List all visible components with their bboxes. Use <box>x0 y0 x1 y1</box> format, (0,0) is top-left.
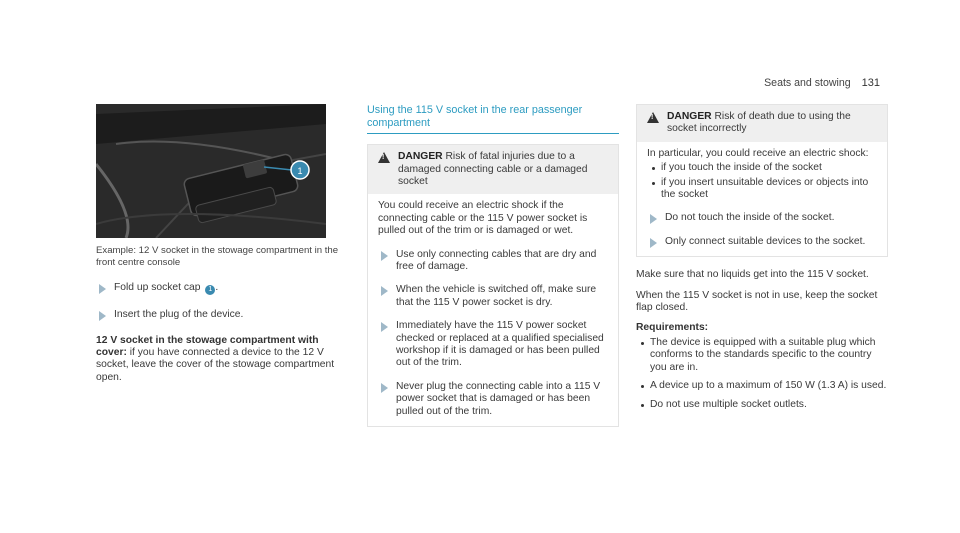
step-text: Do not touch the inside of the socket. <box>665 212 835 224</box>
danger-body <box>368 194 618 426</box>
bullet-dot-icon <box>652 167 655 170</box>
danger-step <box>647 212 877 224</box>
warning-triangle-icon <box>647 112 659 123</box>
step-text: Never plug the connecting cable into a 115 V power socket that is damaged or has been pulled out of the trim. <box>396 380 601 417</box>
left-column <box>96 104 351 384</box>
danger-step <box>647 236 877 248</box>
danger-label: DANGER <box>398 151 443 163</box>
danger-text: Risk of fatal injuries due to a damaged connecting cable or a damaged socket <box>398 151 588 187</box>
danger-body <box>637 142 887 256</box>
paragraph-text: if you have connected a device to the 12 V socket, leave the cover of the stowage compartment open. <box>96 347 335 383</box>
paragraph-liquids: Make sure that no liquids get into the 115 V socket. <box>636 269 869 281</box>
danger-step <box>378 249 608 274</box>
paragraph-flap: When the 115 V socket is not in use, keep the socket flap closed. <box>636 289 878 314</box>
danger-header <box>637 105 887 142</box>
section-heading: Using the 115 V socket in the rear passenger compartment <box>367 104 583 129</box>
step-fold-cap <box>96 282 351 295</box>
danger-step <box>378 320 608 370</box>
page-header <box>764 77 880 89</box>
requirement-text: Do not use multiple socket outlets. <box>650 398 807 410</box>
bullet-dot-icon <box>641 385 644 388</box>
danger-label: DANGER <box>667 111 712 122</box>
danger-box <box>636 104 888 257</box>
section-title: Seats and stowing <box>764 77 851 89</box>
step-insert-plug <box>96 309 351 321</box>
paragraph-cover <box>96 347 351 384</box>
bullet-text: if you insert unsuitable devices or objects into the socket <box>661 176 869 201</box>
socket-photo <box>96 104 326 238</box>
step-text: When the vehicle is switched off, make sure that the 115 V power socket is dry. <box>396 284 597 308</box>
requirement-item <box>636 337 888 374</box>
step-text: Only connect suitable devices to the socket. <box>665 235 866 247</box>
step-text: Fold up socket cap <box>114 282 201 294</box>
bullet-dot-icon <box>641 404 644 407</box>
requirement-text: A device up to a maximum of 150 W (1.3 A) is used. <box>650 380 887 392</box>
warning-triangle-icon <box>378 152 390 163</box>
arrow-icon <box>381 383 388 393</box>
step-text: Insert the plug of the device. <box>114 309 244 321</box>
requirement-text: The device is equipped with a suitable plug which conforms to the standards specific to the country you are in. <box>650 336 876 373</box>
step-text: Use only connecting cables that are dry and free of damage. <box>396 248 597 273</box>
step-suffix: . <box>215 282 219 294</box>
bullet-item <box>647 162 877 174</box>
danger-text: Risk of death due to using the socket incorrectly <box>667 111 851 135</box>
danger-description: In particular, you could receive an electric shock: <box>647 147 869 159</box>
paragraph-lead: cover: <box>96 347 127 358</box>
danger-step <box>378 284 608 309</box>
arrow-icon <box>650 238 657 248</box>
danger-description: You could receive an electric shock if the connecting cable or the 115 V power socket is pulled out of the trim or is damaged or wet. <box>378 200 588 237</box>
subheading: 12 V socket in the stowage compartment with <box>96 334 319 346</box>
danger-header <box>368 145 618 194</box>
arrow-icon <box>381 286 388 296</box>
arrow-icon <box>381 251 388 261</box>
requirement-item <box>636 399 888 411</box>
arrow-icon <box>650 214 657 224</box>
danger-step <box>378 381 608 418</box>
bullet-item <box>647 177 877 202</box>
heading-rule <box>367 133 619 134</box>
arrow-icon <box>99 311 106 321</box>
middle-column <box>367 104 619 427</box>
arrow-icon <box>99 284 106 294</box>
bullet-text: if you touch the inside of the socket <box>661 162 822 174</box>
photo-caption: Example: 12 V socket in the stowage compartment in the front centre console <box>96 245 339 268</box>
arrow-icon <box>381 322 388 332</box>
bullet-dot-icon <box>652 182 655 185</box>
danger-box <box>367 144 619 427</box>
bullet-dot-icon <box>641 342 644 345</box>
callout-number-icon: 1 <box>205 285 215 295</box>
step-text: Immediately have the 115 V power socket checked or replaced at a qualified specialised workshop if it is damaged or has been pulled out of the trim. <box>396 320 604 369</box>
photo-callout-number: 1 <box>297 166 303 176</box>
page-number: 131 <box>861 77 880 89</box>
requirements-label: Requirements: <box>636 322 709 334</box>
requirement-item <box>636 380 888 392</box>
right-column <box>636 104 888 411</box>
